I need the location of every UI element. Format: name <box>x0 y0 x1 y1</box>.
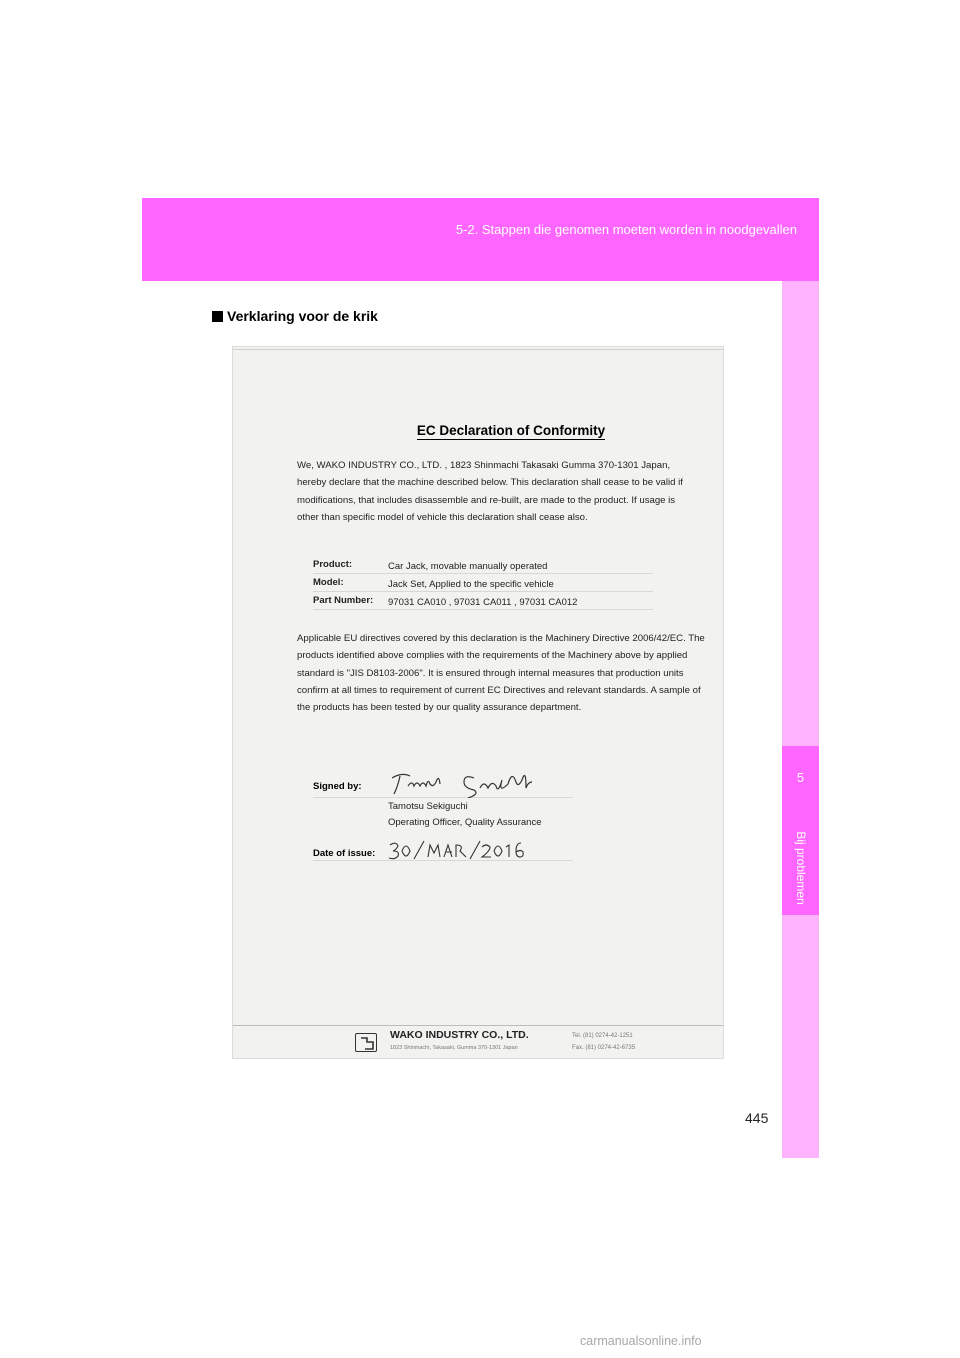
chapter-number: 5 <box>796 770 805 785</box>
certificate-title: EC Declaration of Conformity <box>416 423 606 438</box>
signed-by-row <box>313 772 573 798</box>
handwritten-signature <box>388 770 558 798</box>
signature-block <box>313 772 573 831</box>
field-part-number <box>313 593 653 610</box>
intro-paragraph: We, WAKO INDUSTRY CO., LTD. , 1823 Shinmachi Takasaki Gumma 370-1301 Japan, hereby declare that the machine described below. This declaration shall cease to be valid if modifications, that includes disassemble and re-built, are made to the product. If usage is other than specific model of vehicle this declaration shall cease also. <box>297 460 683 523</box>
square-bullet-icon <box>212 311 223 322</box>
field-label: Product: <box>313 559 353 570</box>
field-model <box>313 575 653 592</box>
directives-paragraph: Applicable EU directives covered by this declaration is the Machinery Directive 2006/42/EC. The products identified above complies with the requirements of the Machinery above by applied standard is "JIS D8103-2006". It is ensured through internal measures that production units confirm at all times to requirement of current EC Directives and relevant standards. A sample of the products has been tested by our quality assurance department. <box>297 633 705 714</box>
company-address: 1823 Shinmachi, Takasaki, Gumma 370-1301 Japan <box>390 1045 518 1051</box>
section-title-text: Verklaring voor de krik <box>227 308 378 324</box>
watermark: carmanualsonline.info <box>580 1334 702 1348</box>
date-row <box>313 835 573 861</box>
certificate-footer <box>233 1025 723 1058</box>
section-title <box>212 308 378 324</box>
header-band <box>142 198 819 281</box>
company-tel: Tel. (81) 0274-42-1251 <box>572 1033 633 1039</box>
company-name: WAKO INDUSTRY CO., LTD. <box>390 1029 529 1041</box>
handwritten-date <box>388 839 528 861</box>
field-label: Model: <box>313 577 344 588</box>
field-value: Car Jack, movable manually operated <box>388 561 548 572</box>
signatory-name: Tamotsu Sekiguchi <box>388 801 468 812</box>
divider <box>233 349 723 350</box>
signed-by-label: Signed by: <box>313 781 362 792</box>
signatory-title: Operating Officer, Quality Assurance <box>388 817 542 828</box>
section-header: 5-2. Stappen die genomen moeten worden in noodgevallen <box>455 222 797 237</box>
field-value: Jack Set, Applied to the specific vehicle <box>388 579 554 590</box>
side-strip <box>782 281 819 1158</box>
declaration-image <box>232 346 724 1059</box>
date-label: Date of issue: <box>313 848 376 859</box>
field-product <box>313 557 653 574</box>
company-logo-icon <box>355 1033 377 1052</box>
field-label: Part Number: <box>313 595 374 606</box>
page-number: 445 <box>745 1110 769 1126</box>
chapter-label-wrap <box>790 818 812 918</box>
product-fields <box>313 557 653 611</box>
chapter-label: Bij problemen <box>794 831 808 905</box>
company-fax: Fax. (81) 0274-42-6735 <box>572 1045 636 1051</box>
field-value: 97031 CA010 , 97031 CA011 , 97031 CA012 <box>388 597 578 608</box>
